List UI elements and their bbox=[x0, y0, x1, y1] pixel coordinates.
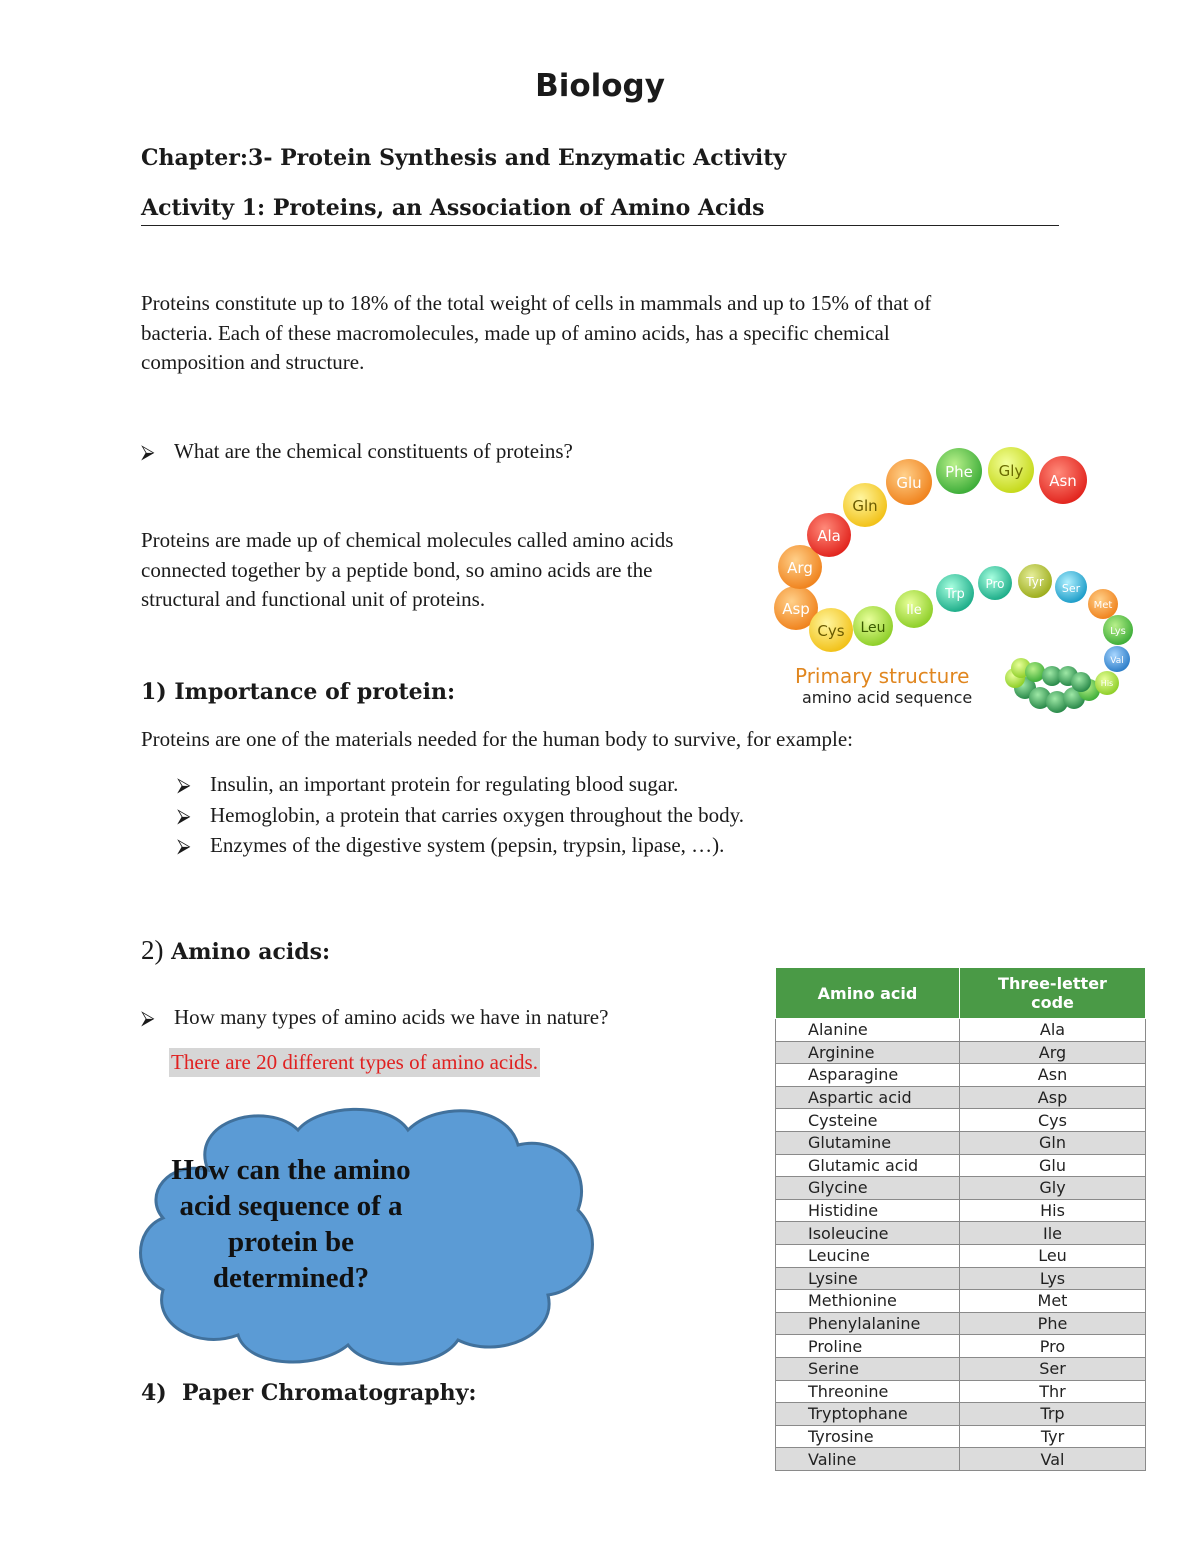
amino-acid-name: Asparagine bbox=[776, 1064, 960, 1087]
list-item: ⮚ Enzymes of the digestive system (pepsin, trypsin, lipase, …). bbox=[177, 831, 744, 862]
amino-acid-name: Threonine bbox=[776, 1380, 960, 1403]
bead-his bbox=[1095, 671, 1119, 695]
bead-met bbox=[1088, 589, 1118, 619]
arrow-bullet-icon: ⮚ bbox=[141, 1007, 155, 1029]
header-three-letter-code: Three-letter code bbox=[960, 968, 1146, 1019]
table-row bbox=[776, 1064, 1146, 1087]
table-row bbox=[776, 1244, 1146, 1267]
svg-text:Phe: Phe bbox=[945, 463, 973, 481]
amino-acid-code: Asp bbox=[960, 1086, 1146, 1109]
amino-acid-code: Gly bbox=[960, 1177, 1146, 1200]
table-row bbox=[776, 1448, 1146, 1471]
amino-acid-name: Aspartic acid bbox=[776, 1086, 960, 1109]
cloud-line: acid sequence of a bbox=[179, 1190, 403, 1222]
arrow-bullet-icon: ⮚ bbox=[177, 835, 191, 857]
svg-text:Lys: Lys bbox=[1110, 626, 1126, 637]
figure-caption-subtitle: amino acid sequence bbox=[802, 688, 973, 707]
table-row bbox=[776, 1267, 1146, 1290]
amino-acid-name: Proline bbox=[776, 1335, 960, 1358]
table-row bbox=[776, 1041, 1146, 1064]
cloud-question bbox=[150, 1152, 432, 1296]
svg-text:Cys: Cys bbox=[817, 622, 845, 640]
list-item: ⮚ Insulin, an important protein for regulating blood sugar. bbox=[177, 770, 744, 801]
heading-divider bbox=[141, 225, 1059, 226]
amino-acid-code: Thr bbox=[960, 1380, 1146, 1403]
question-text: How many types of amino acids we have in nature? bbox=[174, 1005, 609, 1029]
table-row bbox=[776, 1109, 1146, 1132]
amino-acid-code: Gln bbox=[960, 1131, 1146, 1154]
amino-acid-name: Phenylalanine bbox=[776, 1312, 960, 1335]
section-importance-heading bbox=[141, 679, 455, 705]
table-row bbox=[776, 1425, 1146, 1448]
svg-text:Asp: Asp bbox=[782, 600, 810, 618]
bead-glu bbox=[886, 459, 932, 505]
arrow-bullet-icon: ⮚ bbox=[177, 804, 191, 827]
bead-val bbox=[1104, 646, 1130, 672]
table-row bbox=[776, 1335, 1146, 1358]
amino-acid-name: Serine bbox=[776, 1357, 960, 1380]
table-row bbox=[776, 1177, 1146, 1200]
bead-ala bbox=[807, 513, 851, 557]
svg-text:His: His bbox=[1100, 679, 1114, 688]
section-number: 1) bbox=[141, 679, 167, 705]
figure-caption-title: Primary structure bbox=[795, 664, 970, 688]
cloud-line: determined? bbox=[212, 1262, 370, 1294]
amino-acid-name: Alanine bbox=[776, 1019, 960, 1042]
svg-text:Ser: Ser bbox=[1061, 582, 1081, 595]
amino-acid-code: Ser bbox=[960, 1357, 1146, 1380]
answer-line: structural and functional unit of proteins. bbox=[141, 587, 486, 611]
activity-heading: Activity 1: Proteins, an Association of Amino Acids bbox=[141, 195, 765, 221]
table-row bbox=[776, 1290, 1146, 1313]
arrow-bullet-icon: ⮚ bbox=[141, 441, 155, 463]
svg-text:Ile: Ile bbox=[906, 603, 922, 618]
bead-leu bbox=[853, 606, 893, 646]
intro-paragraph bbox=[141, 289, 1061, 378]
amino-acid-name: Arginine bbox=[776, 1041, 960, 1064]
bead-cys bbox=[809, 608, 853, 652]
table-header-row bbox=[776, 968, 1146, 1019]
amino-acid-code: Met bbox=[960, 1290, 1146, 1313]
amino-acid-code: Val bbox=[960, 1448, 1146, 1471]
amino-acid-code: Glu bbox=[960, 1154, 1146, 1177]
svg-text:Trp: Trp bbox=[945, 587, 965, 602]
table-row bbox=[776, 1199, 1146, 1222]
bead-tyr bbox=[1018, 564, 1052, 598]
section-title: Amino acids: bbox=[171, 939, 331, 965]
svg-text:Ala: Ala bbox=[817, 527, 841, 545]
answer-types-highlight: There are 20 different types of amino acids. bbox=[169, 1048, 540, 1077]
svg-text:Gln: Gln bbox=[852, 497, 878, 515]
table-row bbox=[776, 1019, 1146, 1042]
answer-line: Proteins are made up of chemical molecules called amino acids bbox=[141, 528, 674, 552]
cloud-line: How can the amino bbox=[171, 1154, 411, 1186]
table-row bbox=[776, 1086, 1146, 1109]
amino-acid-code: Ile bbox=[960, 1222, 1146, 1245]
bead-ile bbox=[895, 590, 933, 628]
bead-trp bbox=[936, 574, 974, 612]
amino-acid-name: Cysteine bbox=[776, 1109, 960, 1132]
answer-line: connected together by a peptide bond, so amino acids are the bbox=[141, 557, 653, 582]
question-types bbox=[141, 1003, 608, 1034]
svg-text:Asn: Asn bbox=[1049, 472, 1077, 490]
header-amino-acid: Amino acid bbox=[776, 968, 960, 1019]
arrow-bullet-icon: ⮚ bbox=[177, 774, 191, 796]
question-text: What are the chemical constituents of proteins? bbox=[174, 439, 573, 463]
list-item: ⮚ Hemoglobin, a protein that carries oxygen throughout the body. bbox=[177, 801, 744, 832]
svg-text:Met: Met bbox=[1093, 600, 1113, 611]
svg-text:Gly: Gly bbox=[998, 462, 1024, 480]
bead-lys bbox=[1103, 615, 1133, 645]
table-row bbox=[776, 1380, 1146, 1403]
amino-acid-name: Tryptophane bbox=[776, 1403, 960, 1426]
helix-coil bbox=[1005, 658, 1100, 713]
amino-acid-code: Phe bbox=[960, 1312, 1146, 1335]
section-chromatography-heading bbox=[141, 1380, 477, 1406]
amino-acid-table bbox=[775, 967, 1146, 1471]
svg-text:Glu: Glu bbox=[896, 474, 922, 492]
table-row bbox=[776, 1403, 1146, 1426]
svg-text:Leu: Leu bbox=[860, 620, 886, 636]
amino-acid-name: Glutamic acid bbox=[776, 1154, 960, 1177]
bead-gly bbox=[988, 447, 1034, 493]
bead-phe bbox=[936, 448, 982, 494]
amino-acid-code: Cys bbox=[960, 1109, 1146, 1132]
amino-acid-name: Leucine bbox=[776, 1244, 960, 1267]
table-row bbox=[776, 1312, 1146, 1335]
primary-structure-figure bbox=[765, 440, 1150, 730]
intro-line: bacteria. Each of these macromolecules, made up of amino acids, has a specific chemical bbox=[141, 320, 890, 345]
bead-ser bbox=[1055, 571, 1087, 603]
section-amino-acids-heading bbox=[141, 935, 330, 966]
importance-bullets bbox=[177, 770, 744, 862]
amino-acid-code: Leu bbox=[960, 1244, 1146, 1267]
answer-constituents bbox=[141, 526, 761, 615]
intro-line: Proteins constitute up to 18% of the total weight of cells in mammals and up to 15% of that of bbox=[141, 291, 932, 315]
amino-acid-code: Asn bbox=[960, 1064, 1146, 1087]
amino-acid-name: Valine bbox=[776, 1448, 960, 1471]
bead-asn bbox=[1039, 456, 1087, 504]
table-row bbox=[776, 1357, 1146, 1380]
amino-acid-name: Lysine bbox=[776, 1267, 960, 1290]
bead-pro bbox=[978, 566, 1012, 600]
amino-acid-code: Arg bbox=[960, 1041, 1146, 1064]
amino-acid-code: Pro bbox=[960, 1335, 1146, 1358]
amino-acid-code: Trp bbox=[960, 1403, 1146, 1426]
amino-acid-name: Isoleucine bbox=[776, 1222, 960, 1245]
table-row bbox=[776, 1222, 1146, 1245]
svg-text:Pro: Pro bbox=[985, 577, 1005, 591]
amino-acid-name: Histidine bbox=[776, 1199, 960, 1222]
svg-text:Tyr: Tyr bbox=[1026, 575, 1044, 589]
amino-acid-name: Glutamine bbox=[776, 1131, 960, 1154]
chapter-heading: Chapter:3- Protein Synthesis and Enzymatic Activity bbox=[141, 145, 787, 171]
importance-intro: Proteins are one of the materials needed for the human body to survive, for example: bbox=[141, 727, 854, 751]
svg-text:Arg: Arg bbox=[787, 559, 813, 577]
amino-acid-code: Ala bbox=[960, 1019, 1146, 1042]
section-title: Paper Chromatography: bbox=[182, 1380, 477, 1406]
svg-text:Val: Val bbox=[1110, 656, 1124, 666]
bead-gln bbox=[843, 483, 887, 527]
table-row bbox=[776, 1131, 1146, 1154]
section-number: 2) bbox=[141, 935, 164, 965]
amino-acid-name: Tyrosine bbox=[776, 1425, 960, 1448]
section-title: Importance of protein: bbox=[174, 679, 456, 705]
table-row bbox=[776, 1154, 1146, 1177]
section-number: 4) bbox=[141, 1380, 167, 1406]
amino-acid-name: Glycine bbox=[776, 1177, 960, 1200]
question-constituents bbox=[141, 437, 573, 468]
cloud-line: protein be bbox=[228, 1226, 354, 1258]
amino-acid-code: His bbox=[960, 1199, 1146, 1222]
amino-acid-code: Lys bbox=[960, 1267, 1146, 1290]
amino-acid-name: Methionine bbox=[776, 1290, 960, 1313]
page-title: Biology bbox=[535, 68, 665, 104]
intro-line: composition and structure. bbox=[141, 350, 365, 374]
amino-acid-code: Tyr bbox=[960, 1425, 1146, 1448]
